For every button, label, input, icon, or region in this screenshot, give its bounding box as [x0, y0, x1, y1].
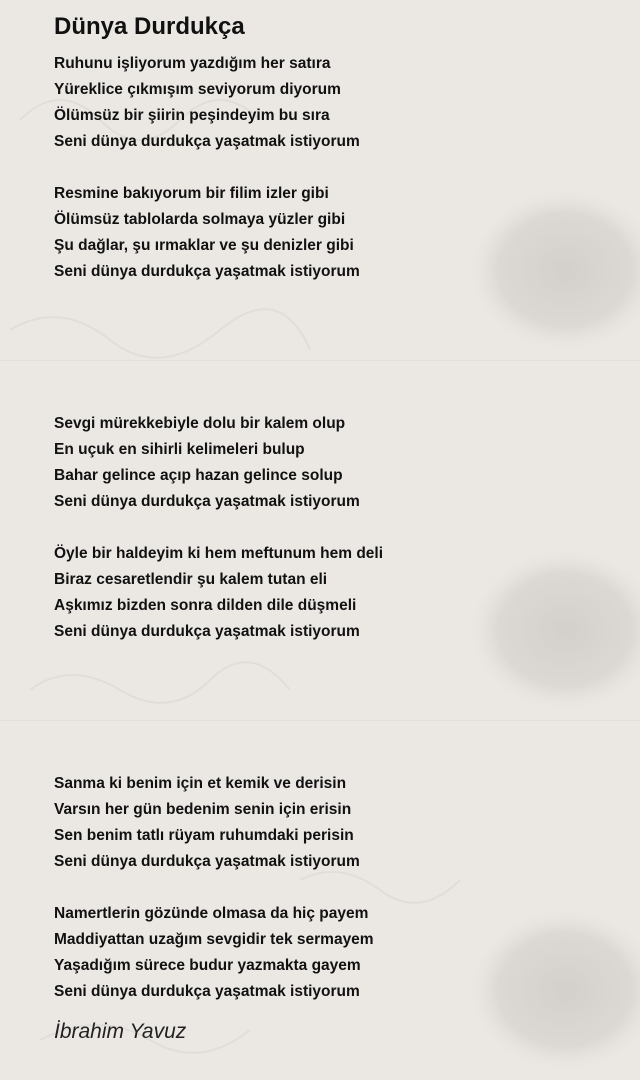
poem-line: Biraz cesaretlendir şu kalem tutan eli	[54, 571, 328, 588]
poem-line: Sevgi mürekkebiyle dolu bir kalem olup	[54, 415, 346, 432]
poem-line: Öyle bir haldeyim ki hem meftunum hem deli	[54, 545, 384, 562]
poem-line: Şu dağlar, şu ırmaklar ve şu denizler gibi	[54, 237, 354, 254]
poem-line: Sen benim tatlı rüyam ruhumdaki perisin	[54, 827, 354, 844]
stanza-1	[54, 51, 360, 155]
poem-line: Resmine bakıyorum bir filim izler gibi	[54, 185, 329, 202]
stanza-5	[54, 771, 360, 875]
poem-line: En uçuk en sihirli kelimeleri bulup	[54, 441, 305, 458]
stanza-4	[54, 541, 383, 645]
poem-line: Aşkımız bizden sonra dilden dile düşmeli	[54, 597, 357, 614]
stanza-3	[54, 411, 360, 515]
poem-line: Maddiyattan uzağım sevgidir tek sermayem	[54, 931, 374, 948]
poem-line: Yüreklice çıkmışım seviyorum diyorum	[54, 81, 341, 98]
poem-line: Ölümsüz bir şiirin peşindeyim bu sıra	[54, 107, 330, 124]
poem-line: Seni dünya durdukça yaşatmak istiyorum	[54, 263, 360, 280]
poem-line: Seni dünya durdukça yaşatmak istiyorum	[54, 853, 360, 870]
poem-line: Yaşadığım sürece budur yazmakta gayem	[54, 957, 361, 974]
poem-line: Sanma ki benim için et kemik ve derisin	[54, 775, 347, 792]
stanza-6	[54, 901, 374, 1005]
ink-blot-decoration	[470, 190, 640, 1070]
poem-line: Varsın her gün bedenim senin için erisin	[54, 801, 352, 818]
stanza-2	[54, 181, 360, 285]
poem-line: Seni dünya durdukça yaşatmak istiyorum	[54, 983, 360, 1000]
poem-line: Seni dünya durdukça yaşatmak istiyorum	[54, 623, 360, 640]
poem-line: Bahar gelince açıp hazan gelince solup	[54, 467, 343, 484]
poem-line: Seni dünya durdukça yaşatmak istiyorum	[54, 493, 360, 510]
poem-author: İbrahim Yavuz	[54, 1020, 187, 1043]
poem-line: Ruhunu işliyorum yazdığım her satıra	[54, 55, 331, 72]
poem-title: Dünya Durdukça	[54, 13, 245, 40]
poem-line: Ölümsüz tablolarda solmaya yüzler gibi	[54, 211, 346, 228]
poem-line: Seni dünya durdukça yaşatmak istiyorum	[54, 133, 360, 150]
poem-line: Namertlerin gözünde olmasa da hiç payem	[54, 905, 369, 922]
